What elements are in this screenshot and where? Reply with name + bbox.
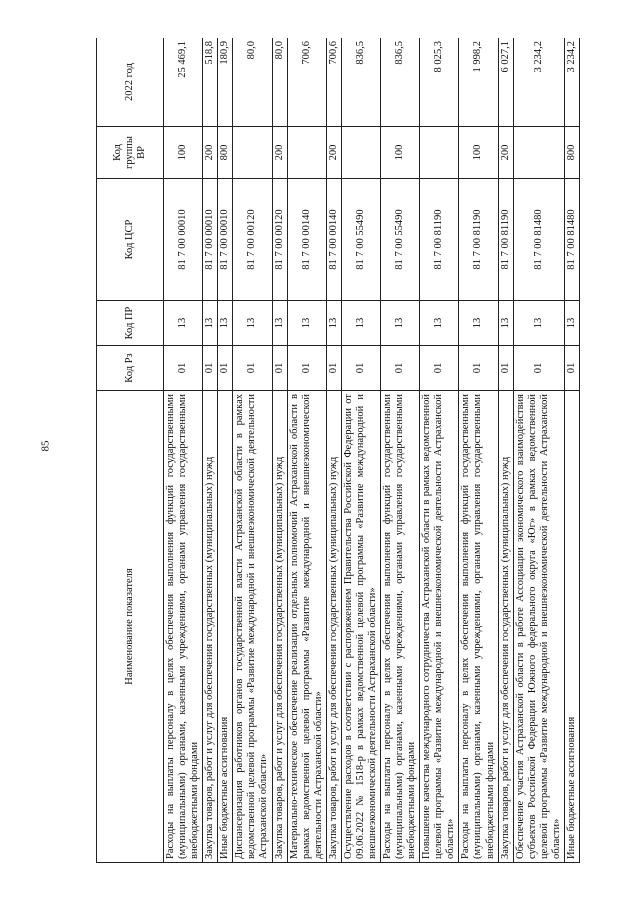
cell-amount: 25 469,1 [164,38,203,127]
cell-vr [513,127,564,179]
cell-pr: 13 [218,301,233,346]
cell-vr [420,127,459,179]
cell-csr: 81 7 00 00140 [287,179,326,301]
cell-name: Расходы на выплаты персоналу в целях обеспечения выполнения функций государственными (муниципальными) органами, казенными учреждениями, органами управления государственными внебюджетными фондами [459,391,498,863]
cell-pr: 13 [513,301,564,346]
table-header-row [97,38,164,863]
table-row [218,38,233,863]
cell-name: Расходы на выплаты персоналу в целях обеспечения выполнения функций государственными (муниципальными) органами, казенными учреждениями, органами управления государственными внебюджетными фондами [164,391,203,863]
cell-name: Иные бюджетные ассигнования [564,391,579,863]
cell-name: Закупка товаров, работ и услуг для обеспечения государственных (муниципальных) нужд [272,391,287,863]
cell-pr: 13 [341,301,380,346]
cell-pr: 13 [272,301,287,346]
budget-table-container [96,38,618,863]
cell-csr: 81 7 00 00120 [272,179,287,301]
cell-csr: 81 7 00 81190 [459,179,498,301]
cell-csr: 81 7 00 00010 [164,179,203,301]
cell-rz: 01 [381,346,420,391]
cell-csr: 81 7 00 81480 [513,179,564,301]
cell-csr: 81 7 00 81190 [498,179,513,301]
cell-vr: 200 [498,127,513,179]
cell-amount: 3 234,2 [564,38,579,127]
cell-rz: 01 [203,346,218,391]
rotated-page-content [96,38,618,863]
cell-name: Осуществление расходов в соответствии с распоряжением Правительства Российской Федерации от 09.06.2022 № 1518-р в рамках ведомственной целевой программы «Развитие международной и внешнеэкономической деятельности Астраханской области» [341,391,380,863]
cell-rz: 01 [564,346,579,391]
cell-pr: 13 [164,301,203,346]
header-csr: Код ЦСР [97,179,164,301]
cell-csr: 81 7 00 00140 [326,179,341,301]
cell-name: Диспансеризация работников органов государственной власти Астраханской области в рамках ведомственной целевой программы «Развитие международной и внешнеэкономической деятельности Астраханской области» [233,391,272,863]
cell-name: Повышение качества международного сотрудничества Астраханской области в рамках ведомственной целевой программы «Развитие международной и внешнеэкономической деятельности Астраханской области» [420,391,459,863]
table-body [164,38,580,863]
cell-amount: 8 025,3 [420,38,459,127]
cell-rz: 01 [233,346,272,391]
cell-vr: 100 [459,127,498,179]
cell-amount: 3 234,2 [513,38,564,127]
cell-vr: 800 [218,127,233,179]
cell-amount: 518,8 [203,38,218,127]
cell-rz: 01 [498,346,513,391]
cell-pr: 13 [498,301,513,346]
cell-pr: 13 [326,301,341,346]
cell-pr: 13 [287,301,326,346]
budget-table [96,38,580,863]
table-row [420,38,459,863]
cell-rz: 01 [218,346,233,391]
table-row [326,38,341,863]
cell-vr [341,127,380,179]
table-row [459,38,498,863]
header-rz: Код Рз [97,346,164,391]
cell-name: Закупка товаров, работ и услуг для обеспечения государственных (муниципальных) нужд [498,391,513,863]
cell-pr: 13 [459,301,498,346]
cell-amount: 836,5 [381,38,420,127]
table-row [564,38,579,863]
table-row [203,38,218,863]
cell-rz: 01 [287,346,326,391]
cell-vr: 200 [203,127,218,179]
cell-rz: 01 [513,346,564,391]
cell-rz: 01 [164,346,203,391]
table-row [341,38,380,863]
cell-pr: 13 [381,301,420,346]
cell-csr: 81 7 00 00120 [233,179,272,301]
header-year: 2022 год [97,38,164,127]
cell-amount: 80,0 [233,38,272,127]
cell-name: Закупка товаров, работ и услуг для обеспечения государственных (муниципальных) нужд [326,391,341,863]
cell-amount: 700,6 [287,38,326,127]
cell-csr: 81 7 00 55490 [381,179,420,301]
cell-name: Иные бюджетные ассигнования [218,391,233,863]
table-row [498,38,513,863]
cell-pr: 13 [420,301,459,346]
cell-amount: 80,0 [272,38,287,127]
cell-vr [287,127,326,179]
page-number: 85 [39,440,52,452]
cell-pr: 13 [203,301,218,346]
cell-pr: 13 [233,301,272,346]
cell-name: Обеспечение участия Астраханской области в работе Ассоциации экономического взаимодействия субъектов Российской Федерации Южного федерального округа «Юг» в рамках ведомственной целевой программы «Развитие международной и внешнеэкономической деятельности Астраханской области» [513,391,564,863]
cell-amount: 836,5 [341,38,380,127]
table-row [513,38,564,863]
header-pr: Код ПР [97,301,164,346]
cell-name: Материально-техническое обеспечение реализации отдельных полномочий Астраханской области в рамках ведомственной целевой программы «Развитие международной и внешнеэкономической деятельности Астраханской области» [287,391,326,863]
header-name: Наименование показателя [97,391,164,863]
table-row [381,38,420,863]
cell-amount: 1 998,2 [459,38,498,127]
cell-name: Закупка товаров, работ и услуг для обеспечения государственных (муниципальных) нужд [203,391,218,863]
cell-rz: 01 [272,346,287,391]
cell-vr [233,127,272,179]
cell-csr: 81 7 00 55490 [341,179,380,301]
table-row [164,38,203,863]
cell-pr: 13 [564,301,579,346]
table-row [287,38,326,863]
table-row [233,38,272,863]
cell-csr: 81 7 00 00010 [218,179,233,301]
cell-csr: 81 7 00 81480 [564,179,579,301]
cell-csr: 81 7 00 81190 [420,179,459,301]
table-row [272,38,287,863]
cell-amount: 180,9 [218,38,233,127]
cell-vr: 200 [272,127,287,179]
cell-vr: 100 [164,127,203,179]
cell-rz: 01 [326,346,341,391]
cell-vr: 800 [564,127,579,179]
cell-vr: 100 [381,127,420,179]
cell-amount: 6 027,1 [498,38,513,127]
cell-csr: 81 7 00 00010 [203,179,218,301]
cell-rz: 01 [420,346,459,391]
header-vr: Код группы ВР [97,127,164,179]
cell-rz: 01 [341,346,380,391]
cell-amount: 700,6 [326,38,341,127]
cell-vr: 200 [326,127,341,179]
cell-rz: 01 [459,346,498,391]
cell-name: Расходы на выплаты персоналу в целях обеспечения выполнения функций государственными (муниципальными) органами, казенными учреждениями, органами управления государственными внебюджетными фондами [381,391,420,863]
